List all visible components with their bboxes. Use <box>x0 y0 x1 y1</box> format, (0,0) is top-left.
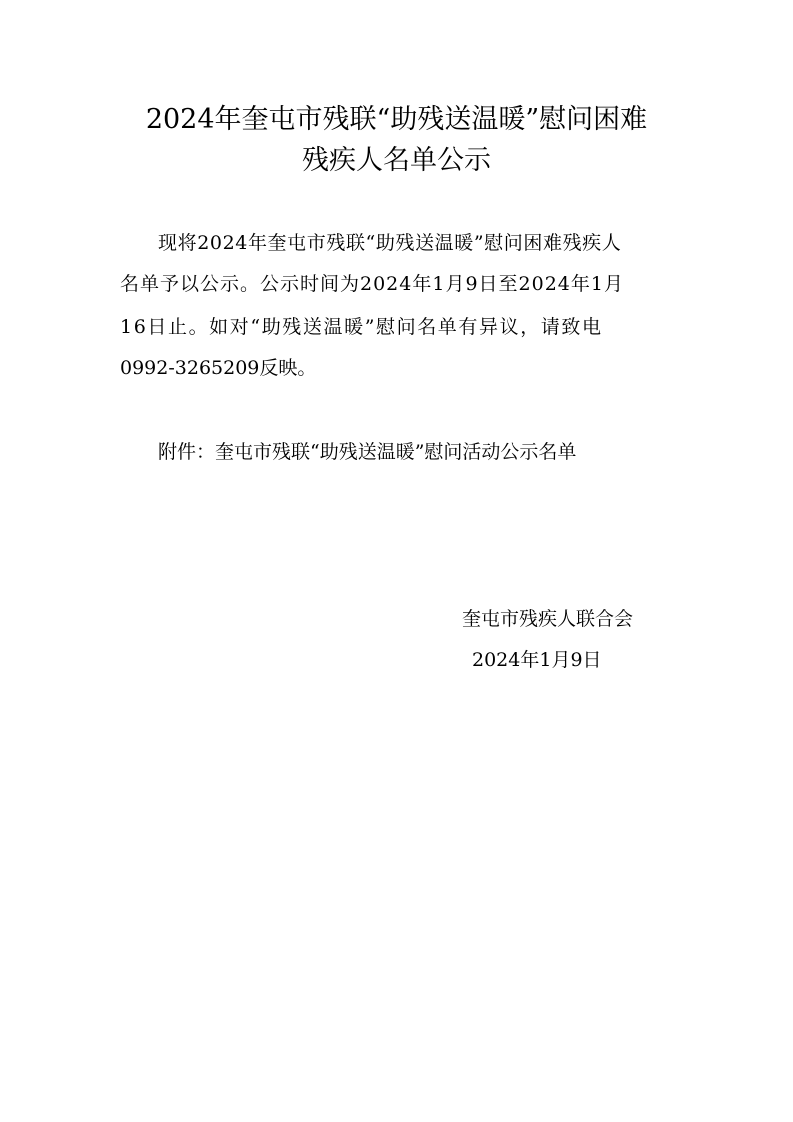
issue-date: 2024年1月9日 <box>472 649 602 671</box>
body-paragraph-line: 0992-3265209反映。 <box>120 357 317 379</box>
body-paragraph-line: 16日止。如对“助残送温暖”慰问名单有异议，请致电 <box>120 316 603 338</box>
document-title-line-2: 残疾人名单公示 <box>302 145 491 176</box>
issuer-signature: 奎屯市残疾人联合会 <box>462 608 634 630</box>
attachment-note: 附件：奎屯市残联“助残送温暖”慰问活动公示名单 <box>158 441 577 463</box>
body-paragraph-line: 名单予以公示。公示时间为2024年1月9日至2024年1月 <box>120 273 624 295</box>
document-title-line-1: 2024年奎屯市残联“助残送温暖”慰问困难 <box>145 104 648 135</box>
body-paragraph-line: 现将2024年奎屯市残联“助残送温暖”慰问困难残疾人 <box>158 232 622 254</box>
